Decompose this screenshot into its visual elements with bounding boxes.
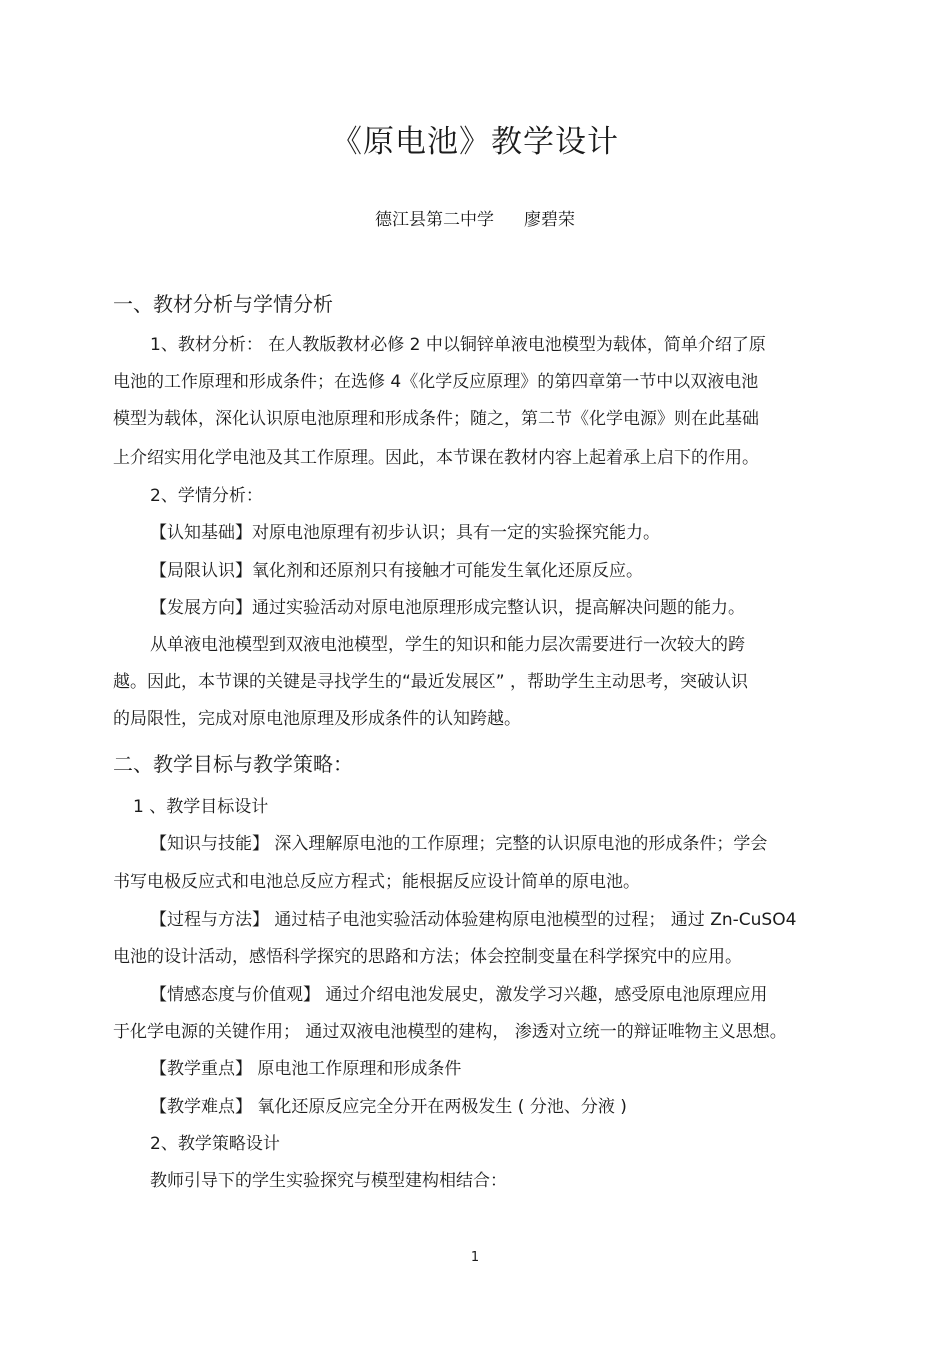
paragraph-line: 【发展方向】通过实验活动对原电池原理形成完整认识，提高解决问题的能力。	[150, 598, 745, 618]
paragraph-line: 【认知基础】对原电池原理有初步认识；具有一定的实验探究能力。	[150, 523, 660, 543]
section-heading-2: 二、教学目标与教学策略：	[113, 752, 353, 776]
paragraph-line: 从单液电池模型到双液电池模型，学生的知识和能力层次需要进行一次较大的跨	[150, 635, 745, 655]
author-line	[0, 208, 950, 232]
paragraph-line: 2、学情分析：	[150, 486, 263, 506]
paragraph-line: 【知识与技能】 深入理解原电池的工作原理；完整的认识原电池的形成条件；学会	[150, 834, 768, 854]
paragraph-line: 【情感态度与价值观】 通过介绍电池发展史，激发学习兴趣，感受原电池原理应用	[150, 985, 768, 1005]
page-number: 1	[470, 1250, 480, 1265]
paragraph-line: 越。因此，本节课的关键是寻找学生的“最近发展区” ，帮助学生主动思考，突破认识	[113, 672, 749, 692]
document-title: 《原电池》教学设计	[331, 124, 619, 160]
paragraph-line: 电池的工作原理和形成条件；在选修 4《化学反应原理》的第四章第一节中以双液电池	[113, 372, 759, 392]
paragraph-line: 上介绍实用化学电池及其工作原理。因此，本节课在教材内容上起着承上启下的作用。	[113, 448, 759, 468]
paragraph-line: 【教学难点】 氧化还原反应完全分开在两极发生 ( 分池、分液 )	[150, 1097, 627, 1117]
paragraph-line: 2、教学策略设计	[150, 1134, 280, 1154]
paragraph-line: 1 、教学目标设计	[133, 797, 269, 817]
paragraph-line: 【过程与方法】 通过桔子电池实验活动体验建构原电池模型的过程； 通过 Zn-CuSO4	[150, 910, 797, 930]
author-name: 廖碧荣	[524, 210, 575, 230]
paragraph-line: 【局限认识】氧化剂和还原剂只有接触才可能发生氧化还原反应。	[150, 561, 643, 581]
school-name: 德江县第二中学	[375, 210, 494, 230]
paragraph-line: 的局限性，完成对原电池原理及形成条件的认知跨越。	[113, 709, 521, 729]
paragraph-line: 模型为载体，深化认识原电池原理和形成条件；随之，第二节《化学电源》则在此基础	[113, 409, 759, 429]
paragraph-line: 电池的设计活动，感悟科学探究的思路和方法；体会控制变量在科学探究中的应用。	[113, 947, 742, 967]
paragraph-line: 【教学重点】 原电池工作原理和形成条件	[150, 1059, 462, 1079]
section-heading-1: 一、教材分析与学情分析	[113, 292, 333, 316]
paragraph-line: 书写电极反应式和电池总反应方程式；能根据反应设计简单的原电池。	[113, 872, 640, 892]
paragraph-line: 教师引导下的学生实验探究与模型建构相结合：	[150, 1171, 507, 1191]
paragraph-line: 1、教材分析： 在人教版教材必修 2 中以铜锌单液电池模型为载体，简单介绍了原	[150, 335, 766, 355]
paragraph-line: 于化学电源的关键作用； 通过双液电池模型的建构， 渗透对立统一的辩证唯物主义思想。	[113, 1022, 787, 1042]
